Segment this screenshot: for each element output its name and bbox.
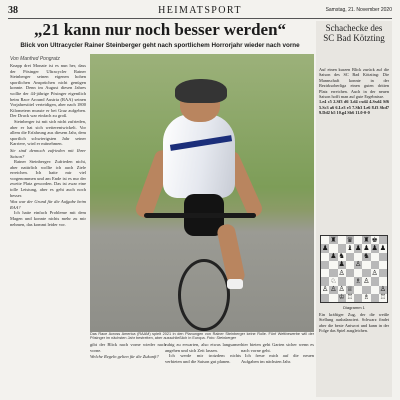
board-square bbox=[379, 261, 387, 269]
board-square bbox=[371, 261, 379, 269]
board-square: ♙ bbox=[330, 285, 337, 294]
board-square bbox=[371, 253, 379, 261]
board-square: ♘ bbox=[330, 276, 337, 285]
column-1-paragraph: Knapp drei Monate ist es nun her, dass der Pösinger Ultracycler Rainer Steinberger seinen eigenen hohen sportlichen Ansprüchen nicht genügen konnte. Denn im August diesen Jahres wollte der 44-jährige Pösinger eigentlich beim Race Around Austria (RAA) seinen Vorjahrestitel verteidigen, aber nach 1800 Kilometern musste er bei Graz aufgeben. Der Druck war einfach zu groß. bbox=[10, 63, 86, 119]
board-square bbox=[371, 294, 379, 302]
rider-jersey bbox=[163, 114, 235, 198]
article-column-1 bbox=[10, 63, 86, 393]
board-square: ♛ bbox=[346, 235, 354, 244]
board-square: ♟ bbox=[330, 252, 337, 261]
article-column-4 bbox=[241, 342, 314, 396]
caption-text: Das Race Across America (RAAM) spielt 2021 in den Planungen von Rainer Steinberger keine Rolle. Fünf Wettbewerbe will der Pösinger im nächsten Jahr bestreiten, aber ausschließlich in Europa. bbox=[90, 332, 314, 341]
interview-question: Sie sind dennoch zufrieden mit Ihrer Saison? bbox=[10, 147, 86, 159]
column-4-paragraph: Ich freue mich auf die neuen Aufgaben im nächsten Jahr. bbox=[241, 353, 314, 364]
diagram-label: Diagramm 1 bbox=[343, 305, 365, 310]
cyclist-photo bbox=[90, 54, 314, 332]
board-square: ♙ bbox=[363, 276, 370, 285]
helmet bbox=[175, 79, 227, 103]
board-square bbox=[329, 294, 337, 302]
handlebar bbox=[144, 213, 256, 218]
board-square bbox=[321, 294, 329, 302]
board-square: ♙ bbox=[338, 285, 345, 294]
board-square: ♙ bbox=[321, 285, 329, 294]
chess-analysis: Ein kräftiger Zug, der die weiße Stellung ausbalanciert. Schwarz findet aber die beste Antwort und kann in der Folge das Spiel ausgleichen. bbox=[319, 312, 389, 334]
board-square: ♖ bbox=[379, 293, 387, 302]
column-1-paragraph: Ich hatte einfach Probleme mit dem Magen und konnte nichts mehr zu mir nehmen, das kommt leider vor. bbox=[10, 210, 86, 227]
front-wheel bbox=[178, 259, 230, 331]
board-square: ♟ bbox=[338, 260, 345, 269]
board-square: ♟ bbox=[354, 243, 362, 252]
board-square bbox=[354, 236, 362, 244]
article-column-2 bbox=[90, 342, 166, 396]
article-author: Von Manfred Pongratz bbox=[10, 56, 60, 62]
board-square: ♟ bbox=[363, 243, 370, 252]
board-square: ♙ bbox=[371, 268, 378, 277]
board-square: ♙ bbox=[338, 268, 345, 277]
board-square: ♟ bbox=[371, 243, 378, 252]
board-square bbox=[354, 294, 362, 302]
chess-corner-sidebar bbox=[316, 21, 392, 397]
board-square bbox=[379, 236, 387, 244]
chess-moves: 1.e4 c5 2.Sf3 d6 3.d4 cxd4 4.Sxd4 Sf6 5.Sc3 a6 6.Le3 e5 7.Sb3 Le6 8.f3 Sbd7 9.Dd2 b5 10.g4 Sb6 11.0-0-0 bbox=[319, 99, 389, 116]
publication-date: Samstag, 21. November 2020 bbox=[325, 7, 392, 13]
sidebar-title-line: SC Bad Kötzting bbox=[323, 33, 385, 43]
board-square: ♙ bbox=[379, 285, 387, 294]
board-square: ♗ bbox=[363, 293, 370, 302]
column-4-paragraph: hier bieten geht Garten sicher wenn es nach vorne geht. bbox=[241, 342, 314, 353]
board-square: ♜ bbox=[330, 235, 337, 244]
sidebar-title bbox=[316, 23, 392, 43]
board-square bbox=[346, 261, 354, 269]
sidebar-title-line: Schachecke des bbox=[325, 23, 383, 33]
interview-question: Was war der Grund für die Aufgabe beim RAA? bbox=[10, 199, 86, 210]
interview-question: Welche Regeln gelten für die Zukunft? bbox=[90, 354, 159, 360]
board-square bbox=[371, 286, 379, 294]
board-square: ♞ bbox=[338, 252, 345, 261]
board-square bbox=[329, 269, 337, 277]
board-square bbox=[329, 261, 337, 269]
article-headline: „21 kann nur noch besser werden“ bbox=[33, 20, 287, 39]
board-square: ♗ bbox=[354, 276, 362, 285]
page-number: 38 bbox=[8, 5, 18, 16]
board-square: ♟ bbox=[379, 243, 387, 252]
article-column-3 bbox=[165, 342, 241, 396]
page-header bbox=[8, 5, 392, 19]
column-1-paragraph: Steinberger ist mit sich nicht zufrieden, aber er hat sich weiterentwickelt. Vor allem die Erfahrung aus diesem Jahr, dem sportlich schwierigsten Jahr seiner Karriere, wird er mitnehmen. bbox=[10, 118, 86, 147]
board-square bbox=[346, 253, 354, 261]
board-square bbox=[321, 261, 329, 269]
board-square: ♙ bbox=[354, 260, 362, 269]
column-1-paragraph: Rainer Steinberger: Zufrieden nicht, aber natürlich wollte ich auch Ziele erreichen. Ich hatte mir viel vorgenommen und am Ende ist es nur der zweite Platz geworden. Das ist zwar eine tolle Leistung, aber es geht auch noch besser. bbox=[10, 159, 86, 198]
board-square: ♜ bbox=[363, 235, 370, 244]
photo-caption bbox=[90, 332, 314, 342]
board-square bbox=[362, 261, 370, 269]
board-square bbox=[371, 277, 379, 285]
photo-credit: Foto: Steinberger bbox=[206, 336, 237, 341]
board-square bbox=[379, 253, 387, 261]
article-subhead: Blick von Ultracycler Rainer Steinberger geht nach sportlichem Horrorjahr wieder nach vorne bbox=[20, 42, 300, 49]
board-square: ♕ bbox=[346, 285, 354, 294]
board-square bbox=[321, 269, 329, 277]
board-square bbox=[321, 236, 329, 244]
section-title: HEIMATSPORT bbox=[158, 5, 242, 16]
board-square bbox=[338, 236, 346, 244]
column-3-paragraph: ruhig zu erwarten, also etwas langsamer angehen und sich Zeit lassen. bbox=[165, 342, 241, 353]
column-2-paragraph: gibt der Blick nach vorne wieder nach vorne. bbox=[90, 342, 166, 353]
rider-shoe bbox=[227, 279, 243, 289]
board-square bbox=[379, 269, 387, 277]
board-square bbox=[346, 269, 354, 277]
board-square: ♚ bbox=[371, 235, 378, 244]
board-square: ♞ bbox=[363, 252, 370, 261]
board-square: ♔ bbox=[338, 293, 345, 302]
board-square: ♖ bbox=[346, 293, 354, 302]
board-square bbox=[354, 269, 362, 277]
chess-intro bbox=[319, 67, 389, 116]
board-square bbox=[321, 253, 329, 261]
board-square: ♝ bbox=[346, 243, 354, 252]
board-square bbox=[362, 269, 370, 277]
board-square: ♟ bbox=[321, 243, 329, 252]
board-square bbox=[354, 286, 362, 294]
chess-intro-text: Auf einen kurzen Blick zurück auf die Saison des SC Bad Kötzting: Die Mannschaft konnte in der Bezirksoberliga einen guten dritten Platz erreichen. Auch in der neuen Saison hofft man auf gute Ergebnisse. bbox=[319, 67, 389, 100]
chess-board-diagram bbox=[320, 235, 388, 303]
column-3-paragraph: Ich werde mir trotzdem nichts verbieten und die Saison gut planen. bbox=[165, 353, 241, 364]
